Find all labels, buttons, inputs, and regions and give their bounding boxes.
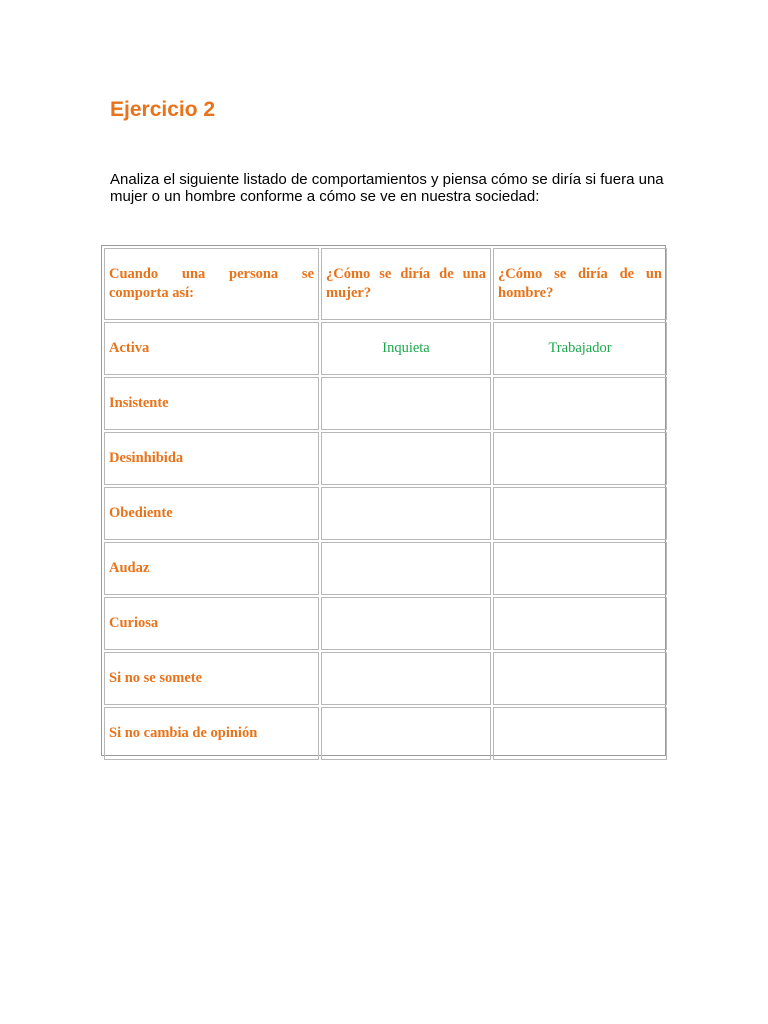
behavior-cell: Si no se somete	[104, 652, 319, 705]
instructions-text: Analiza el siguiente listado de comportamientos y piensa cómo se diría si fuera una mujer o un hombre conforme a cómo se ve en nuestra sociedad:	[110, 171, 664, 205]
man-answer-cell[interactable]	[493, 707, 667, 760]
header-woman: ¿Cómo se diría de una mujer?	[321, 248, 491, 320]
man-answer-cell[interactable]	[493, 487, 667, 540]
man-answer-cell[interactable]	[493, 377, 667, 430]
table-header-row	[104, 248, 667, 320]
behavior-cell: Activa	[104, 322, 319, 375]
woman-answer-cell[interactable]: Inquieta	[321, 322, 491, 375]
behavior-table	[101, 245, 666, 756]
table-row	[104, 432, 667, 485]
woman-answer-cell[interactable]	[321, 432, 491, 485]
woman-answer-cell[interactable]	[321, 707, 491, 760]
woman-answer-cell[interactable]	[321, 597, 491, 650]
table-row	[104, 652, 667, 705]
woman-answer-cell[interactable]	[321, 542, 491, 595]
table-row	[104, 542, 667, 595]
table-row	[104, 597, 667, 650]
table-row	[104, 487, 667, 540]
behavior-cell: Si no cambia de opinión	[104, 707, 319, 760]
table-row	[104, 707, 667, 760]
behavior-cell: Obediente	[104, 487, 319, 540]
woman-answer-cell[interactable]	[321, 652, 491, 705]
page-title: Ejercicio 2	[110, 98, 216, 121]
table-row	[104, 377, 667, 430]
behavior-cell: Insistente	[104, 377, 319, 430]
behavior-cell: Curiosa	[104, 597, 319, 650]
man-answer-cell[interactable]	[493, 542, 667, 595]
man-answer-cell[interactable]	[493, 652, 667, 705]
woman-answer-cell[interactable]	[321, 377, 491, 430]
table-row	[104, 322, 667, 375]
man-answer-cell[interactable]	[493, 597, 667, 650]
woman-answer-cell[interactable]	[321, 487, 491, 540]
man-answer-cell[interactable]	[493, 432, 667, 485]
behavior-cell: Desinhibida	[104, 432, 319, 485]
behavior-cell: Audaz	[104, 542, 319, 595]
header-behavior: Cuando una persona se comporta así:	[104, 248, 319, 320]
behavior-grid	[102, 246, 669, 762]
man-answer-cell[interactable]: Trabajador	[493, 322, 667, 375]
header-man: ¿Cómo se diría de un hombre?	[493, 248, 667, 320]
